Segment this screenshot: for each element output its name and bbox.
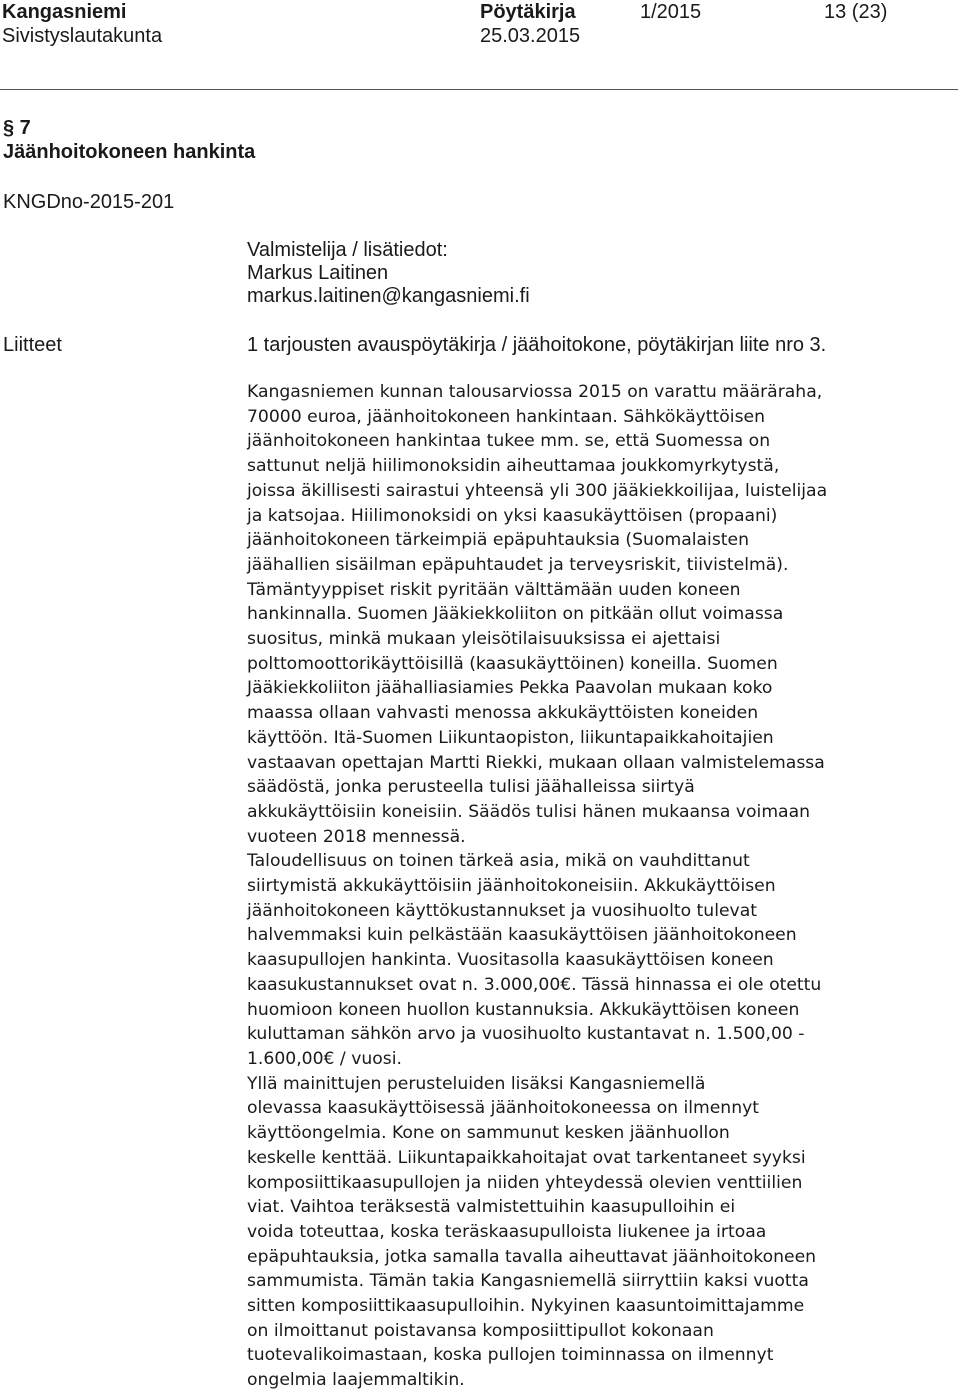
body-line: Tämäntyyppiset riskit pyritään välttämään uuden koneen [247, 579, 741, 600]
body-line: kuluttaman sähkön arvo ja vuosihuolto kustantavat n. 1.500,00 - [247, 1024, 805, 1045]
body-line: halvemmaksi kuin pelkästään kaasukäyttöisen jäänhoitokoneen [247, 925, 797, 946]
body-line: tuotevalikoimastaan, koska pullojen toiminnassa on ilmennyt [247, 1345, 774, 1366]
body-line: viat. Vaihtoa teräksestä valmistettuihin kaasupulloihin ei [247, 1197, 736, 1218]
body-line: siirtymistä akkukäyttöisiin jäänhoitokoneisiin. Akkukäyttöisen [247, 876, 776, 897]
body-line: kaasukustannukset ovat n. 3.000,00€. Tässä hinnassa ei ole otettu [247, 974, 822, 995]
header-page-number: 13 (23) [824, 1, 888, 23]
section-title: Jäänhoitokoneen hankinta [3, 141, 256, 163]
body-line: käyttöön. Itä-Suomen Liikuntaopiston, liikuntapaikkahoitajien [247, 727, 774, 748]
body-line: sattunut neljä hiilimonoksidin aiheuttamaa joukkomyrkytystä, [247, 456, 780, 477]
header-divider [0, 89, 958, 90]
body-line: olevassa kaasukäyttöisessä jäänhoitokoneessa on ilmennyt [247, 1098, 760, 1119]
body-text [247, 380, 947, 1393]
body-line: polttomoottorikäyttöisillä (kaasukäyttöinen) koneilla. Suomen [247, 653, 778, 674]
body-line: käyttöongelmia. Kone on sammunut kesken jäänhuollon [247, 1123, 730, 1144]
attachments-label: Liitteet [3, 334, 62, 356]
body-line: vuoteen 2018 mennessä. [247, 826, 466, 847]
body-line: 70000 euroa, jäänhoitokoneen hankintaan. Sähkökäyttöisen [247, 406, 765, 427]
body-line: hankinnalla. Suomen Jääkiekkoliiton on pitkään ollut voimassa [247, 604, 784, 625]
preparer-email: markus.laitinen@kangasniemi.fi [247, 285, 530, 307]
preparer-label: Valmistelija / lisätiedot: [247, 239, 448, 261]
body-line: 1.600,00€ / vuosi. [247, 1048, 402, 1069]
header-organization: Kangasniemi [2, 1, 127, 23]
body-line: voida toteuttaa, koska teräskaasupulloista liukenee ja irtoaa [247, 1221, 767, 1242]
header-department: Sivistyslautakunta [2, 25, 163, 47]
section-number: § 7 [3, 117, 31, 139]
body-line: vastaavan opettajan Martti Riekki, mukaan ollaan valmistelemassa [247, 752, 825, 773]
body-line: huomioon koneen huollon kustannuksia. Akkukäyttöisen koneen [247, 999, 800, 1020]
header-doc-type: Pöytäkirja [480, 1, 576, 23]
attachments-text: 1 tarjousten avauspöytäkirja / jäähoitokone, pöytäkirjan liite nro 3. [247, 334, 827, 356]
preparer-name: Markus Laitinen [247, 262, 389, 284]
body-line: Jääkiekkoliiton jäähalliasiamies Pekka Paavolan mukaan koko [247, 678, 773, 699]
body-line: epäpuhtauksia, jotka samalla tavalla aiheuttavat jäänhoitokoneen [247, 1246, 817, 1267]
header-date: 25.03.2015 [480, 25, 581, 47]
body-line: sitten komposiittikaasupulloihin. Nykyinen kaasuntoimittajamme [247, 1296, 805, 1317]
body-line: Kangasniemen kunnan talousarviossa 2015 on varattu määräraha, [247, 382, 823, 402]
body-line: jäänhoitokoneen käyttökustannukset ja vuosihuolto tulevat [247, 900, 757, 921]
body-line: jäänhoitokoneen hankintaa tukee mm. se, että Suomessa on [247, 431, 771, 452]
body-line: maassa ollaan vahvasti menossa akkukäyttöisten koneiden [247, 703, 759, 724]
section-reference: KNGDno-2015-201 [3, 191, 175, 213]
body-line: kaasupullojen hankinta. Vuositasolla kaasukäyttöisen koneen [247, 950, 774, 971]
body-line: ongelmia laajemmaltikin. [247, 1370, 465, 1391]
header-issue: 1/2015 [640, 1, 702, 23]
body-line: Taloudellisuus on toinen tärkeä asia, mikä on vauhdittanut [247, 851, 750, 872]
body-line: jäänhoitokoneen tärkeimpiä epäpuhtauksia (Suomalaisten [247, 530, 749, 551]
body-line: akkukäyttöisiin koneisiin. Säädös tulisi hänen mukaansa voimaan [247, 801, 811, 822]
body-line: ja katsojaa. Hiilimonoksidi on yksi kaasukäyttöisen (propaani) [247, 505, 778, 526]
body-line: keskelle kenttää. Liikuntapaikkahoitajat ovat tarkentaneet syyksi [247, 1147, 806, 1168]
body-line: sammumista. Tämän takia Kangasniemellä siirryttiin kaksi vuotta [247, 1271, 809, 1292]
body-line: komposiittikaasupullojen ja niiden yhteydessä olevien venttiilien [247, 1172, 803, 1193]
body-line: säädöstä, jonka perusteella tulisi jäähalleissa siirtyä [247, 777, 695, 798]
body-line: suositus, minkä mukaan yleisötilaisuuksissa ei ajettaisi [247, 629, 721, 650]
body-line: joissa äkillisesti sairastui yhteensä yli 300 jääkiekkoilijaa, luistelijaa [247, 480, 828, 501]
body-line: Yllä mainittujen perusteluiden lisäksi Kangasniemellä [247, 1073, 706, 1094]
body-line: on ilmoittanut poistavansa komposiittipullot kokonaan [247, 1320, 714, 1341]
body-line: jäähallien sisäilman epäpuhtaudet ja terveysriskit, tiivistelmä). [247, 554, 789, 575]
